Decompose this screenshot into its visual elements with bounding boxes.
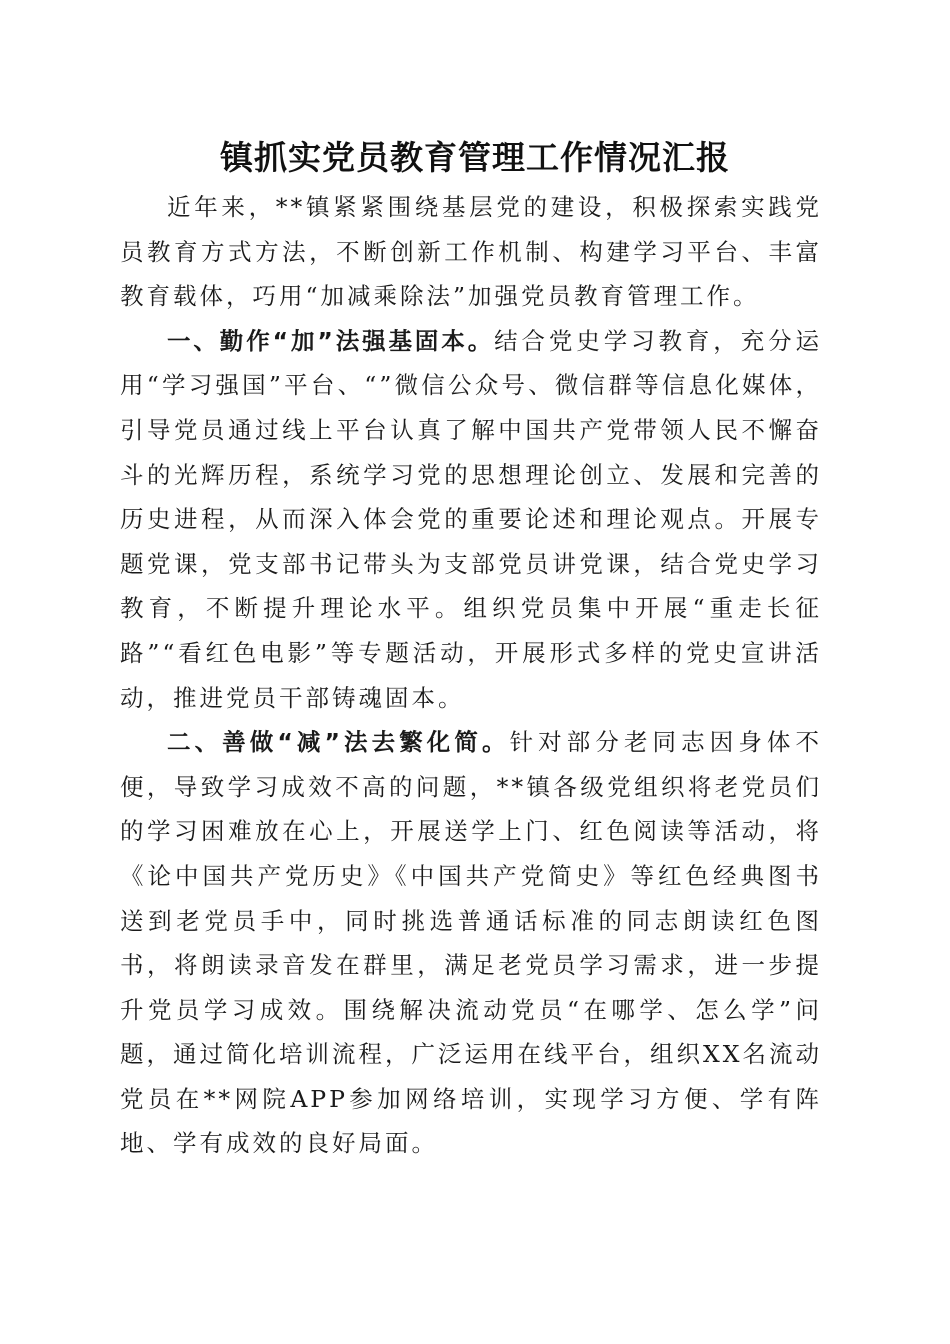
- document-title: 镇抓实党员教育管理工作情况汇报: [220, 138, 730, 177]
- document-body: [120, 185, 822, 1166]
- section-2-text: 针对部分老同志因身体不便，导致学习成效不高的问题，**镇各级党组织将老党员们的学习困难放在心上，开展送学上门、红色阅读等活动，将《论中国共产党历史》《中国共产党简史》等红色经典图书送到老党员手中，同时挑选普通话标准的同志朗读红色图书，将朗读录音发在群里，满足老党员学习需求，进一步提升党员学习成效。围绕解决流动党员“在哪学、怎么学”问题，通过简化培训流程，广泛运用在线平台，组织XX名流动党员在**网院APP参加网络培训，实现学习方便、学有阵地、学有成效的良好局面。: [120, 728, 823, 1158]
- section-2-paragraph: [120, 720, 822, 1166]
- section-1-text: 结合党史学习教育，充分运用“学习强国”平台、“”微信公众号、微信群等信息化媒体，引导党员通过线上平台认真了解中国共产党带领人民不懈奋斗的光辉历程，系统学习党的思想理论创立、发展和完善的历史进程，从而深入体会党的重要论述和理论观点。开展专题党课，党支部书记带头为支部党员讲党课，结合党史学习教育，不断提升理论水平。组织党员集中开展“重走长征路”“看红色电影”等专题活动，开展形式多样的党史宣讲活动，推进党员干部铸魂固本。: [120, 326, 823, 712]
- intro-paragraph-text: 近年来，**镇紧紧围绕基层党的建设，积极探索实践党员教育方式方法，不断创新工作机制、构建学习平台、丰富教育载体，巧用“加减乘除法”加强党员教育管理工作。: [120, 193, 822, 311]
- section-2-heading: 二、善做“减”法去繁化简。: [167, 728, 510, 757]
- intro-paragraph: [120, 185, 822, 319]
- section-1-paragraph: [120, 319, 822, 720]
- section-1-heading: 一、勤作“加”法强基固本。: [167, 326, 495, 355]
